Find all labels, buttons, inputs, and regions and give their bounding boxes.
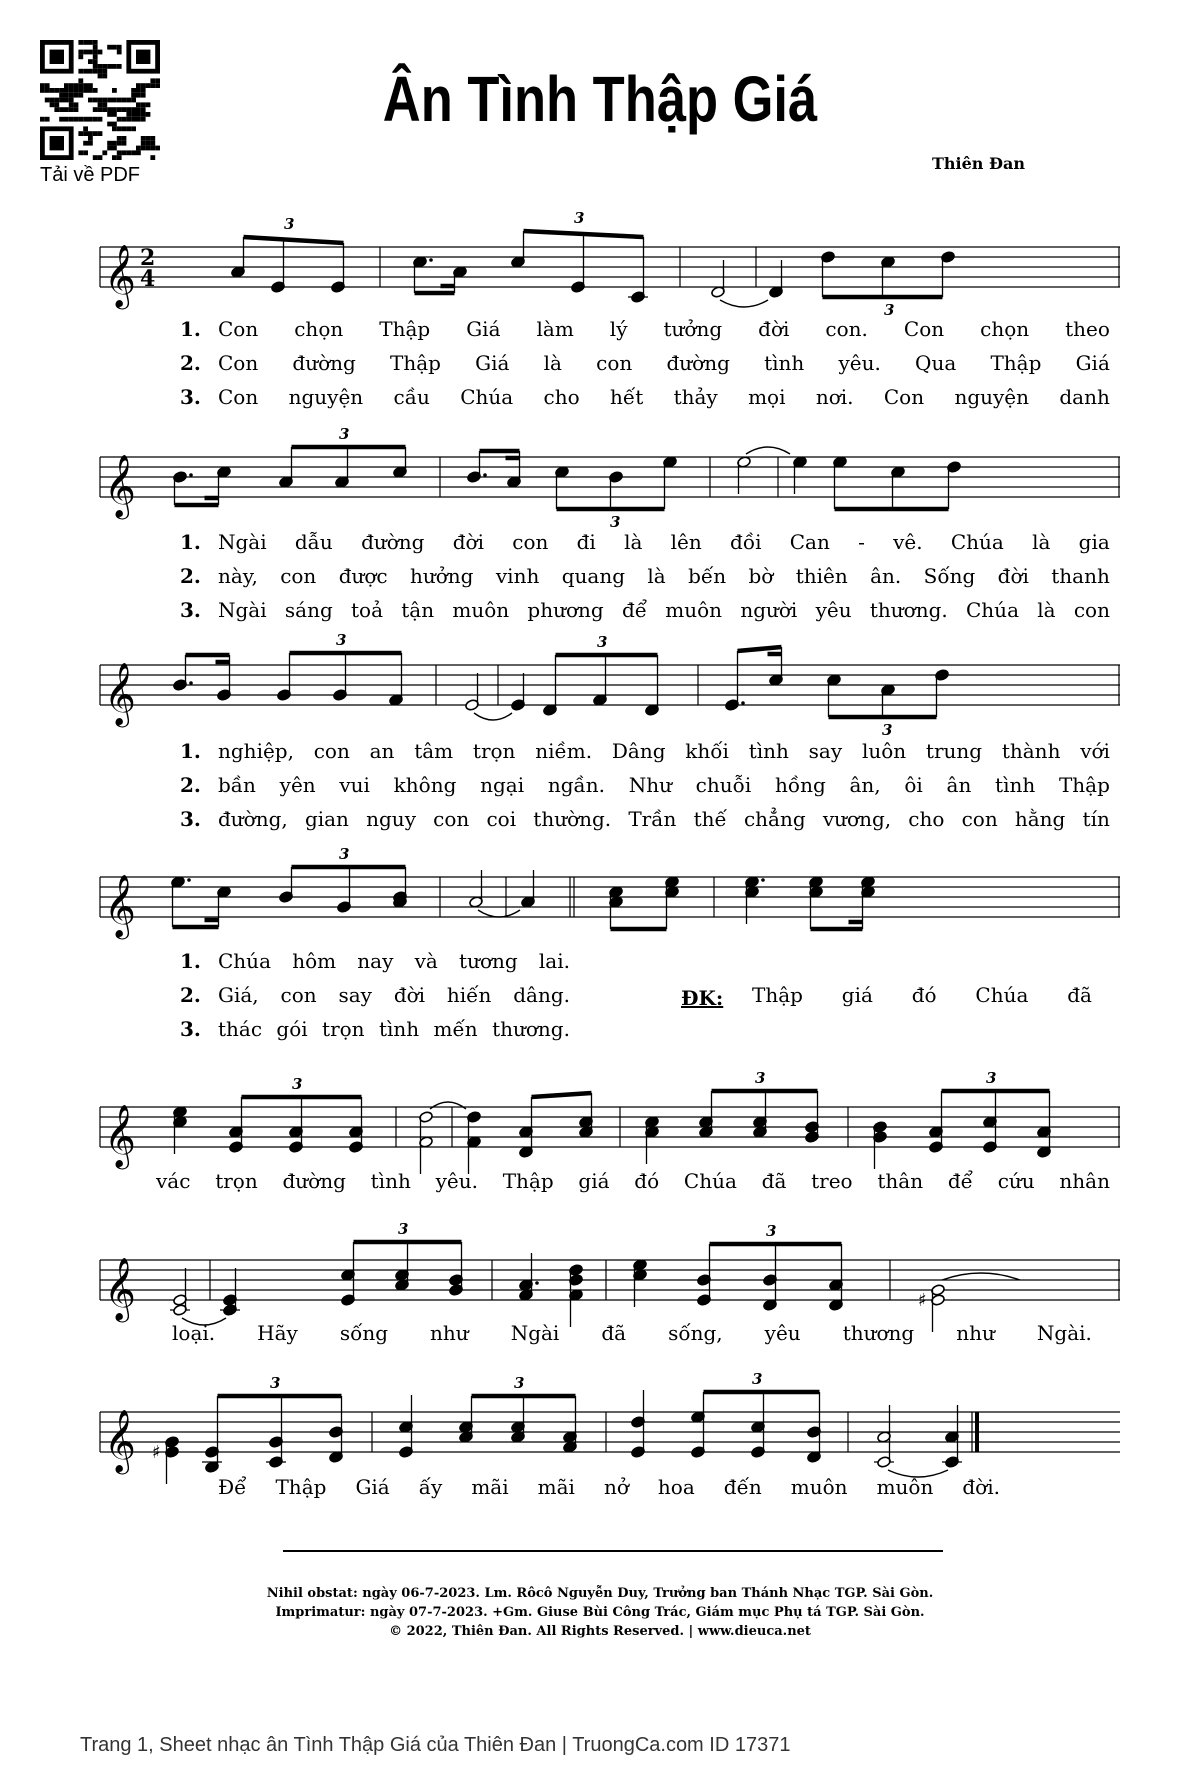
augmentation-dot	[535, 1281, 539, 1285]
lyric-syllable: trọn	[472, 739, 516, 763]
lyric-syllable: ngần.	[547, 773, 605, 797]
triplet-mark: 3	[766, 1222, 777, 1240]
lyric-syllable: Chúa	[683, 1169, 737, 1193]
staff-system-3	[100, 631, 1120, 739]
lyric-syllable: như	[956, 1321, 995, 1345]
lyric-syllable: Thập	[990, 351, 1042, 375]
lyric-syllable: an	[369, 739, 395, 763]
lyric-syllable: ân	[946, 773, 972, 797]
lyric-syllable: thương	[842, 1321, 915, 1345]
lyric-syllable: khối	[685, 739, 729, 763]
lyric-syllable: hiến	[446, 983, 492, 1007]
lyric-syllable: -	[858, 530, 865, 554]
verse-number: 1.	[180, 530, 201, 554]
lyric-syllable: ân,	[849, 773, 881, 797]
lyric-syllable: lai.	[538, 949, 570, 973]
lyric-syllable: đường	[361, 530, 425, 554]
lyric-syllable: đó	[634, 1169, 660, 1193]
composer-name: Thiên Đan	[932, 154, 1025, 173]
lyric-syllable: đường	[666, 351, 730, 375]
lyric-syllable: hôm	[292, 949, 337, 973]
lyric-syllable: hết	[610, 385, 644, 409]
lyric-syllable: tình	[995, 773, 1036, 797]
lyric-syllable: chẳng	[743, 807, 806, 831]
lyric-syllable: nở	[603, 1475, 629, 1499]
lyric-syllable: bến	[688, 564, 727, 588]
lyric-syllable: vương,	[822, 807, 892, 831]
lyric-syllable: con	[512, 530, 549, 554]
lyric-syllable: nguyện	[954, 385, 1030, 409]
lyric-syllable: mãi	[537, 1475, 575, 1499]
staff-system-4	[100, 845, 1120, 945]
lyric-syllable: ân.	[870, 564, 902, 588]
triplet-mark: 3	[884, 301, 895, 319]
lyric-syllable: vác	[156, 1169, 191, 1193]
lyric-syllable: mến	[433, 1017, 478, 1041]
lyric-syllable: mãi	[471, 1475, 509, 1499]
augmentation-dot	[429, 258, 433, 262]
lyric-syllable: đi	[576, 530, 596, 554]
beam	[738, 647, 782, 651]
lyric-syllable: giá	[578, 1169, 610, 1193]
lyric-syllable: thanh	[1051, 564, 1110, 588]
lyric-syllable: Hãy	[257, 1321, 298, 1345]
triplet-mark: 3	[610, 513, 621, 531]
lyric-syllable: nhân	[1059, 1169, 1110, 1193]
lyric-syllable: đến	[723, 1475, 762, 1499]
refrain-lyric-line	[218, 1472, 1000, 1502]
lyric-syllable: được	[338, 564, 388, 588]
refrain-lyric-line	[172, 1318, 1092, 1348]
verse-number: 3.	[180, 598, 201, 622]
lyric-syllable: vê.	[893, 530, 923, 554]
staff-system-6	[100, 1220, 1120, 1328]
lyric-syllable: đời.	[962, 1475, 1000, 1499]
lyric-syllable: mọi	[748, 385, 786, 409]
lyric-syllable: Con	[883, 385, 925, 409]
lyric-syllable: là	[647, 564, 666, 588]
lyric-syllable: với	[1080, 739, 1110, 763]
download-pdf-label[interactable]: Tải về PDF	[40, 164, 141, 186]
time-signature-top: 2	[140, 245, 156, 271]
lyric-syllable: tương	[459, 949, 518, 973]
lyric-syllable: tình	[748, 739, 789, 763]
treble-clef-icon: 𝄞	[104, 454, 136, 517]
lyric-syllable: vinh	[495, 564, 540, 588]
lyric-syllable: thương.	[869, 598, 948, 622]
lyric-syllable: Ngài.	[1036, 1321, 1092, 1345]
verse-number: 1.	[180, 317, 201, 341]
lyric-syllable: Con	[218, 317, 259, 341]
lyric-syllable: quang	[561, 564, 626, 588]
verse-lyric-line	[150, 527, 1110, 557]
treble-clef-icon: 𝄞	[104, 1257, 136, 1320]
lyric-syllable: nơi.	[815, 385, 854, 409]
lyric-syllable: đường	[292, 351, 356, 375]
footer-divider	[283, 1550, 943, 1552]
lyric-syllable: ấy	[418, 1475, 443, 1499]
triplet-mark: 3	[986, 1069, 997, 1087]
staff-system-1	[100, 209, 1120, 319]
lyric-syllable: dẫu	[294, 530, 333, 554]
lyric-syllable: Sống	[923, 564, 976, 588]
verse-lyric-line	[150, 595, 1110, 625]
lyric-syllable: tín	[1082, 807, 1110, 831]
lyric-syllable: danh	[1059, 385, 1110, 409]
augmentation-dot	[483, 473, 487, 477]
verse-lyric-line	[150, 980, 570, 1010]
lyric-syllable: cho	[908, 807, 945, 831]
beam	[532, 1093, 592, 1097]
lyric-syllable: thiên	[795, 564, 848, 588]
verse-number: 1.	[180, 739, 201, 763]
lyric-syllable: Giá	[475, 351, 510, 375]
verse-number: 2.	[180, 564, 201, 588]
lyric-syllable: nguy	[366, 807, 416, 831]
lyric-syllable: tưởng	[663, 317, 723, 341]
verse-number: 3.	[180, 807, 201, 831]
lyric-syllable: đời	[758, 317, 790, 341]
lyric-syllable: con	[1073, 598, 1110, 622]
lyric-syllable: là	[543, 351, 562, 375]
lyric-syllable: Thập	[502, 1169, 554, 1193]
augmentation-dot	[761, 878, 765, 882]
lyric-syllable: gian	[304, 807, 349, 831]
lyric-syllable: làm	[536, 317, 574, 341]
lyric-syllable: vui	[339, 773, 370, 797]
lyric-syllable: Chúa	[460, 385, 514, 409]
lyric-syllable: thương.	[492, 1017, 570, 1041]
lyric-syllable: Ngài	[218, 530, 267, 554]
lyric-syllable: là	[1032, 530, 1051, 554]
final-barline	[975, 1412, 979, 1452]
augmentation-dot	[187, 878, 191, 882]
lyric-syllable: Chúa	[966, 598, 1019, 622]
staff-system-7	[100, 1370, 1120, 1480]
lyric-syllable: tình	[764, 351, 805, 375]
lyric-syllable: đó	[911, 983, 937, 1007]
lyric-syllable: Như	[628, 773, 672, 797]
verse-lyric-line	[150, 561, 1110, 591]
triplet-mark: 3	[336, 631, 347, 649]
lyric-syllable: con	[596, 351, 633, 375]
lyric-syllable: đã	[601, 1321, 627, 1345]
tie	[430, 1102, 466, 1109]
lyric-syllable: thác	[218, 1017, 263, 1041]
lyric-syllable: phương	[527, 598, 604, 622]
lyric-syllable: say	[338, 983, 372, 1007]
copyright-note: © 2022, Thiên Đan. All Rights Reserved. | www.dieuca.net	[389, 1624, 811, 1639]
refrain-lyric-line	[752, 980, 1092, 1010]
tie	[474, 713, 512, 720]
treble-clef-icon: 𝄞	[104, 874, 136, 937]
lyric-syllable: này,	[218, 564, 258, 588]
lyric-syllable: con	[313, 739, 350, 763]
lyric-syllable: đời	[452, 530, 484, 554]
lyric-syllable: Giá,	[218, 983, 259, 1007]
lyric-syllable: luôn	[861, 739, 907, 763]
lyric-syllable: Ngài	[218, 598, 267, 622]
lyric-syllable: ôi	[904, 773, 923, 797]
lyric-syllable: Trần	[628, 807, 677, 831]
tie	[942, 1273, 1020, 1280]
lyric-syllable: trọn	[322, 1017, 365, 1041]
lyric-syllable: Con	[218, 385, 259, 409]
nihil-obstat-note: Nihil obstat: ngày 06-7-2023. Lm. Rôcô Nguyễn Duy, Trưởng ban Thánh Nhạc TGP. Sài Gòn.	[266, 1586, 934, 1601]
verse-lyric-line	[150, 1014, 570, 1044]
treble-clef-icon: 𝄞	[104, 1409, 136, 1472]
lyric-syllable: Dâng	[611, 739, 666, 763]
lyric-syllable: để	[947, 1169, 973, 1193]
refrain-lyric-line	[156, 1166, 1110, 1196]
lyric-syllable: cứu	[997, 1169, 1035, 1193]
lyric-syllable: chọn	[294, 317, 344, 341]
tie	[478, 910, 520, 917]
lyric-syllable: coi	[486, 807, 517, 831]
triplet-mark: 3	[755, 1069, 766, 1087]
lyric-syllable: muôn	[665, 598, 723, 622]
lyric-syllable: không	[393, 773, 457, 797]
lyric-syllable: là	[624, 530, 643, 554]
imprimatur-note: Imprimatur: ngày 07-7-2023. +Gm. Giuse Bùi Công Trác, Giám mục Phụ tá TGP. Sài Gòn.	[275, 1605, 925, 1620]
verse-number: 2.	[180, 983, 201, 1007]
staff-system-2	[100, 425, 1120, 531]
lyric-syllable: say	[808, 739, 843, 763]
lyric-syllable: sáng	[284, 598, 333, 622]
lyric-syllable: Con	[218, 351, 259, 375]
verse-lyric-line	[150, 314, 1110, 344]
lyric-syllable: sống	[339, 1321, 389, 1345]
treble-clef-icon: 𝄞	[104, 244, 136, 307]
triplet-mark: 3	[398, 1220, 409, 1238]
lyric-syllable: muôn	[876, 1475, 934, 1499]
lyric-syllable: đời	[997, 564, 1029, 588]
lyric-syllable: thảy	[673, 385, 718, 409]
triplet-mark: 3	[882, 721, 893, 739]
lyric-syllable: đường	[282, 1169, 346, 1193]
treble-clef-icon: 𝄞	[104, 662, 136, 725]
lyric-syllable: Giá	[1075, 351, 1110, 375]
verse-number: 3.	[180, 385, 201, 409]
time-signature-bottom: 4	[140, 266, 156, 292]
lyric-syllable: Để	[218, 1475, 247, 1499]
lyric-syllable: niềm.	[535, 739, 593, 763]
lyric-syllable: thế	[693, 807, 727, 831]
lyric-syllable: tâm	[414, 739, 454, 763]
triplet-mark: 3	[514, 1374, 525, 1392]
verse-lyric-line	[150, 382, 1110, 412]
verse-lyric-line	[150, 946, 570, 976]
lyric-syllable: hưởng	[410, 564, 474, 588]
lyric-syllable: treo	[811, 1169, 853, 1193]
lyric-syllable: đã	[1067, 983, 1092, 1007]
augmentation-dot	[189, 473, 193, 477]
lyric-syllable: tận	[401, 598, 435, 622]
lyric-syllable: yêu.	[838, 351, 881, 375]
triplet-mark: 3	[284, 215, 295, 233]
triplet-mark: 3	[339, 845, 350, 863]
triplet-mark: 3	[339, 425, 350, 443]
beam	[524, 231, 644, 237]
lyric-syllable: bờ	[748, 564, 774, 588]
lyric-syllable: con	[961, 807, 998, 831]
triplet-mark: 3	[752, 1370, 763, 1388]
lyric-syllable: thành	[1001, 739, 1061, 763]
song-title: Ân Tình Thập Giá	[382, 63, 818, 135]
lyric-syllable: yêu	[764, 1321, 801, 1345]
tie	[746, 447, 790, 454]
lyric-syllable: hằng	[1014, 807, 1066, 831]
lyric-syllable: đời	[393, 983, 426, 1007]
refrain-label: ĐK:	[681, 986, 724, 1010]
lyric-syllable: Chúa	[218, 949, 271, 973]
lyric-syllable: đã	[761, 1169, 787, 1193]
verse-number: 1.	[180, 949, 201, 973]
tie	[720, 300, 768, 307]
lyric-syllable: tình	[378, 1017, 420, 1041]
lyric-syllable: yêu	[815, 598, 852, 622]
lyric-syllable: nghiệp,	[218, 739, 294, 763]
verse-number: 2.	[180, 773, 201, 797]
lyric-syllable: hoa	[657, 1475, 695, 1499]
lyric-syllable: con	[280, 564, 317, 588]
verse-number: 3.	[180, 1017, 201, 1041]
lyric-syllable: gói	[276, 1017, 308, 1041]
verse-lyric-line	[150, 736, 1110, 766]
lyric-syllable: gia	[1078, 530, 1110, 554]
lyric-syllable: sống,	[668, 1321, 723, 1345]
lyric-syllable: con	[433, 807, 470, 831]
lyric-syllable: Giá	[355, 1475, 390, 1499]
lyric-syllable: Chúa	[975, 983, 1029, 1007]
lyric-syllable: cho	[543, 385, 580, 409]
treble-clef-icon: 𝄞	[104, 1104, 136, 1167]
lyric-syllable: Can	[789, 530, 830, 554]
beam	[244, 237, 344, 243]
lyric-syllable: muôn	[790, 1475, 848, 1499]
lyric-syllable: như	[430, 1321, 469, 1345]
lyric-syllable: giá	[841, 983, 873, 1007]
lyric-syllable: toả	[351, 598, 384, 622]
lyric-syllable: trung	[925, 739, 983, 763]
lyric-syllable: Thập	[390, 351, 441, 375]
triplet-mark: 3	[574, 209, 585, 227]
lyric-syllable: Thập	[275, 1475, 327, 1499]
lyric-syllable: Giá	[466, 317, 501, 341]
staff-system-5	[100, 1069, 1120, 1175]
lyric-syllable: chuỗi	[695, 773, 752, 797]
lyric-syllable: Qua	[915, 351, 957, 375]
lyric-syllable: đường,	[218, 807, 288, 831]
lyric-syllable: Con	[903, 317, 945, 341]
lyric-syllable: nay	[357, 949, 394, 973]
lyric-syllable: lên	[670, 530, 702, 554]
lyric-syllable: và	[414, 949, 438, 973]
lyric-syllable: Thập	[379, 317, 431, 341]
verse-lyric-line	[150, 804, 1110, 834]
lyric-syllable: cầu	[393, 385, 430, 409]
lyric-syllable: loại.	[172, 1321, 216, 1345]
lyric-syllable: Thập	[752, 983, 803, 1007]
lyric-syllable: chọn	[980, 317, 1030, 341]
lyric-syllable: muôn	[452, 598, 510, 622]
lyric-syllable: theo	[1065, 317, 1110, 341]
sharp-icon: ♯	[918, 1290, 927, 1311]
lyric-syllable: Thập	[1058, 773, 1110, 797]
lyric-syllable: để	[621, 598, 648, 622]
lyric-syllable: ngại	[480, 773, 525, 797]
verse-lyric-line	[150, 348, 1110, 378]
lyric-syllable: bần	[218, 773, 256, 797]
lyric-syllable: tình	[370, 1169, 411, 1193]
augmentation-dot	[741, 701, 745, 705]
lyric-syllable: yên	[279, 773, 316, 797]
sharp-icon: ♯	[152, 1442, 161, 1463]
lyric-syllable: Ngài	[510, 1321, 560, 1345]
verse-lyric-line	[150, 770, 1110, 800]
page-caption: Trang 1, Sheet nhạc ân Tình Thập Giá của Thiên Đan | TruongCa.com ID 17371	[80, 1734, 791, 1756]
triplet-mark: 3	[597, 633, 608, 651]
verse-number: 2.	[180, 351, 201, 375]
augmentation-dot	[189, 681, 193, 685]
lyric-syllable: nguyện	[288, 385, 364, 409]
lyric-syllable: đồi	[730, 530, 762, 554]
lyric-syllable: thân	[877, 1169, 924, 1193]
lyric-syllable: người	[740, 598, 798, 622]
lyric-syllable: hồng	[774, 773, 826, 797]
lyric-syllable: lý	[609, 317, 628, 341]
lyric-syllable: Chúa	[950, 530, 1004, 554]
lyric-syllable: dâng.	[513, 983, 570, 1007]
triplet-mark: 3	[292, 1075, 303, 1093]
triplet-mark: 3	[270, 1374, 281, 1392]
lyric-syllable: con.	[825, 317, 868, 341]
lyric-syllable: trọn	[215, 1169, 258, 1193]
lyric-syllable: thường.	[533, 807, 612, 831]
lyric-syllable: con	[280, 983, 317, 1007]
lyric-syllable: là	[1037, 598, 1056, 622]
lyric-syllable: yêu.	[435, 1169, 478, 1193]
